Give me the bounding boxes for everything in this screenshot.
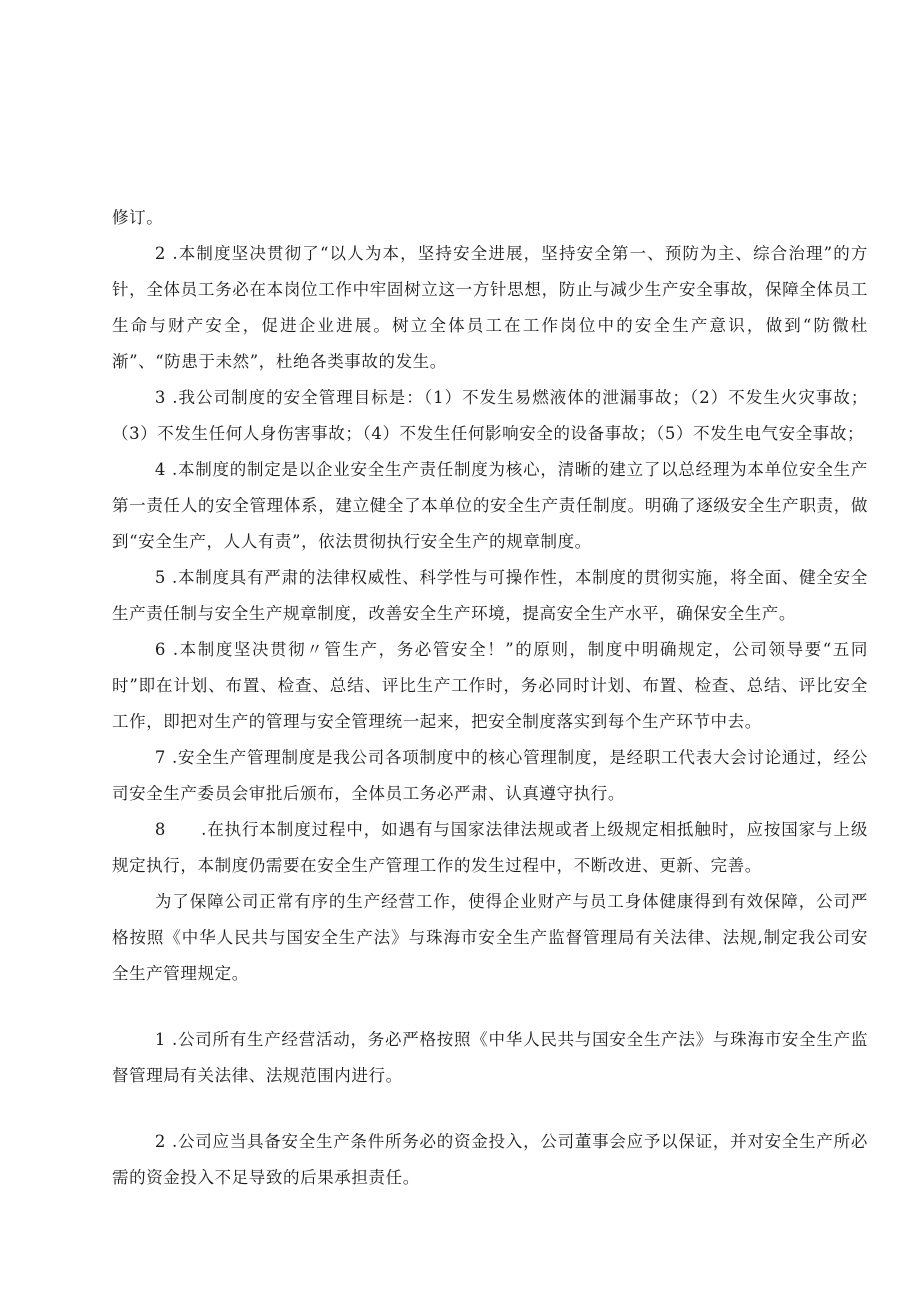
- paragraph-item-3-goals: 3 .我公司制度的安全管理目标是：（1）不发生易燃液体的泄漏事故；（2）不发生火灾事故；（3）不发生任何人身伤害事故；（4）不发生任何影响安全的设备事故；（5）不发生电气安全事故；: [112, 388, 868, 443]
- paragraph-item-5-authority: 5 .本制度具有严肃的法律权威性、科学性与可操作性，本制度的贯彻实施，将全面、健全安全生产责任制与安全生产规章制度，改善安全生产环境，提高安全生产水平，确保安全生产。: [112, 568, 868, 623]
- paragraph-rule-2: 2 .公司应当具备安全生产条件所务必的资金投入，公司董事会应予以保证，并对安全生产所必需的资金投入不足导致的后果承担责任。: [112, 1132, 868, 1187]
- paragraph-item-6-principle: 6 .本制度坚决贯彻〃管生产，务必管安全！”的原则，制度中明确规定，公司领导要“五同时”即在计划、布置、检查、总结、评比生产工作时，务必同时计划、布置、检查、总结、评比安全工作，即把对生产的管理与安全管理统一起来，把安全制度落实到每个生产环节中去。: [112, 640, 868, 731]
- paragraph-item-8-conflict: 8 .在执行本制度过程中，如遇有与国家法律法规或者上级规定相抵触时，应按国家与上级规定执行，本制度仍需要在安全生产管理工作的发生过程中，不断改进、更新、完善。: [112, 820, 868, 875]
- paragraph-rule-1: 1 .公司所有生产经营活动，务必严格按照《中华人民共与国安全生产法》与珠海市安全生产监督管理局有关法律、法规范围内进行。: [112, 1030, 868, 1085]
- paragraph-item-2-policy: 2 .本制度坚决贯彻了“以人为本，坚持安全进展，坚持安全第一、预防为主、综合治理”的方针，全体员工务必在本岗位工作中牢固树立这一方针思想，防止与减少生产安全事故，保障全体员工生命与财产安全，促进企业进展。树立全体员工在工作岗位中的安全生产意识，做到“防微杜渐”、“防患于未然”，杜绝各类事故的发生。: [112, 244, 868, 371]
- paragraph-revision: 修订。: [112, 208, 164, 227]
- paragraph-intro-regulation: 为了保障公司正常有序的生产经营工作，使得企业财产与员工身体健康得到有效保障，公司严格按照《中华人民共与国安全生产法》与珠海市安全生产监督管理局有关法律、法规,制定我公司安全生产管理规定。: [112, 892, 868, 983]
- paragraph-item-4-responsibility: 4 .本制度的制定是以企业安全生产责任制度为核心，清晰的建立了以总经理为本单位安全生产第一责任人的安全管理体系，建立健全了本单位的安全生产责任制度。明确了逐级安全生产职责，做到“安全生产，人人有责”，依法贯彻执行安全生产的规章制度。: [112, 460, 868, 551]
- section-gap: [112, 1094, 868, 1124]
- paragraph-item-7-core: 7 .安全生产管理制度是我公司各项制度中的核心管理制度，是经职工代表大会讨论通过，经公司安全生产委员会审批后颁布，全体员工务必严肃、认真遵守执行。: [112, 748, 868, 803]
- section-gap: [112, 992, 868, 1022]
